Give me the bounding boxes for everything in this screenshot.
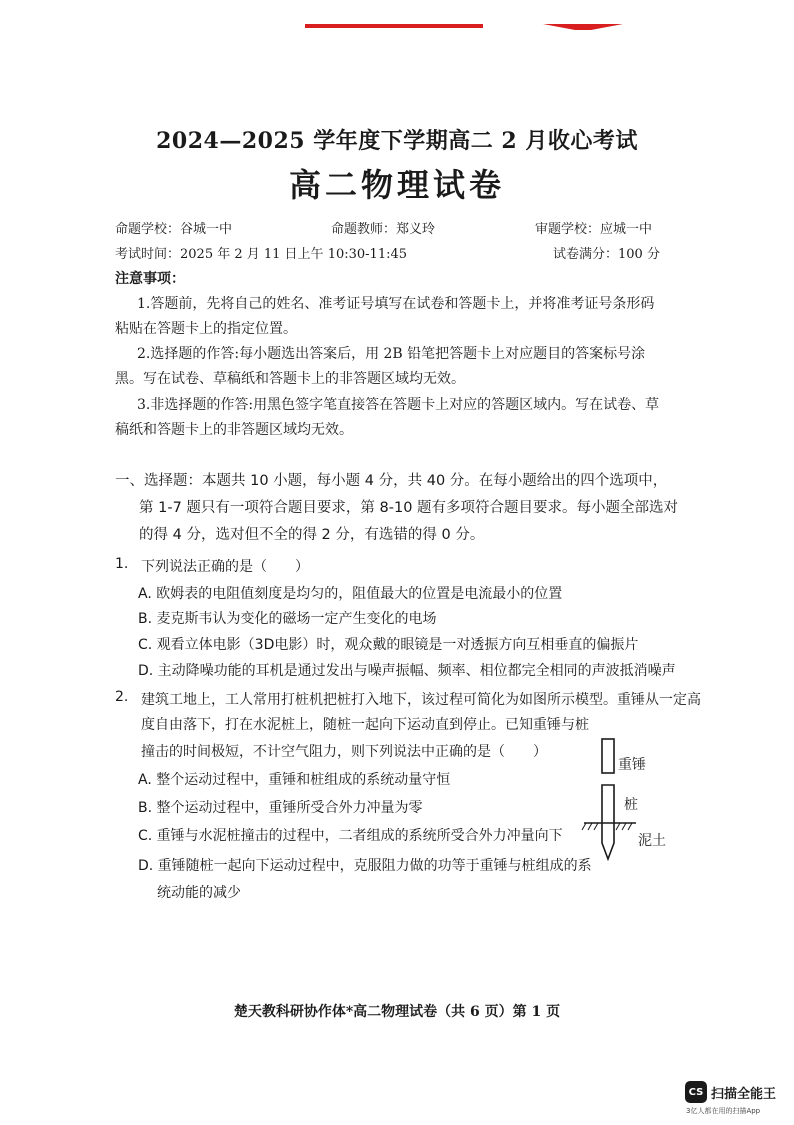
q2-stem-line1: 建筑工地上，工人常用打桩机把桩打入地下，该过程可简化为如图所示模型。重锤从一定高 (141, 692, 701, 708)
review-label: 审题学校：应城一中 (535, 222, 653, 237)
hammer-shape (602, 739, 614, 773)
soil-label: 泥土 (638, 833, 666, 849)
section-1-instructions: 一、选择题：本题共 10 小题，每小题 4 分，共 40 分。在每小题给出的四个选项中，第 1-7 题只有一项符合题目要求，第 8-10 题有多项符合题目要求。每小题全部选对的得 4 分，选对但不全的得 2 分，有选错的得 0 分。 (115, 473, 679, 543)
camscanner-logo: CS (685, 1081, 707, 1103)
notice-heading: 注意事项： (115, 271, 185, 287)
q1-option-c: C. 观看立体电影（3D电影）时，观众戴的眼镜是一对透振方向互相垂直的偏振片 (138, 637, 639, 653)
score-label: 试卷满分：100 分 (553, 247, 660, 262)
q1-option-b: B. 麦克斯韦认为变化的磁场一定产生变化的电场 (138, 611, 437, 627)
school-label: 命题学校：谷城一中 (115, 222, 233, 237)
q2-option-b: B. 整个运动过程中，重锤所受合外力冲量为零 (138, 800, 423, 816)
red-header-mark (543, 24, 623, 30)
q2-stem-line2: 度自由落下，打在水泥桩上，随桩一起向下运动直到停止。已知重锤与桩 (141, 717, 589, 733)
q1-option-d: D. 主动降噪功能的耳机是通过发出与噪声振幅、频率、相位都完全相同的声波抵消噪声 (138, 663, 676, 679)
q2-option-a: A. 整个运动过程中，重锤和桩组成的系统动量守恒 (138, 772, 451, 788)
q1-stem: 下列说法正确的是（ ） (141, 559, 309, 575)
q2-number: 2. (115, 689, 129, 705)
ground-hatch (582, 823, 632, 830)
exam-title: 2024—2025 学年度下学期高二 2 月收心考试 (156, 128, 638, 154)
page-footer: 楚天教科研协作体*高二物理试卷（共 6 页）第 1 页 (233, 1004, 561, 1020)
red-header-bar (305, 24, 483, 28)
notice-item-3: 3.非选择题的作答:用黑色签字笔直接答在答题卡上对应的答题区域内。写在试卷、草稿纸和答题卡上的非答题区域均无效。 (115, 397, 660, 438)
pile-label: 桩 (624, 797, 638, 813)
notice-item-2: 2.选择题的作答:每小题选出答案后，用 2B 铅笔把答题卡上对应题目的答案标号涂黑。写在试卷、草稿纸和答题卡上的非答题区域均无效。 (115, 346, 646, 387)
q1-option-a: A. 欧姆表的电阻值刻度是均匀的，阻值最大的位置是电流最小的位置 (138, 586, 563, 602)
q1-number: 1. (115, 556, 129, 572)
pile-shape (602, 785, 614, 859)
paper-title: 高二物理试卷 (288, 166, 505, 204)
q2-stem-line3: 撞击的时间极短，不计空气阻力，则下列说法中正确的是（ ） (141, 744, 547, 760)
q2-option-c: C. 重锤与水泥桩撞击的过程中，二者组成的系统所受合外力冲量向下 (138, 828, 563, 844)
time-label: 考试时间：2025 年 2 月 11 日上午 10:30-11:45 (115, 247, 408, 262)
camscanner-tagline: 3亿人都在用的扫描App (686, 1107, 761, 1115)
q2-option-d: D. 重锤随桩一起向下运动过程中，克服阻力做的功等于重锤与桩组成的系 (138, 858, 592, 874)
teacher-label: 命题教师：郑义玲 (331, 222, 436, 237)
hammer-label: 重锤 (618, 757, 646, 773)
notice-item-1: 1.答题前，先将自己的姓名、准考证号填写在试卷和答题卡上，并将准考证号条形码粘贴在答题卡上的指定位置。 (115, 296, 655, 337)
camscanner-name: 扫描全能王 (711, 1087, 777, 1102)
pile-driver-figure (580, 735, 670, 865)
q2-option-d-continued: 统动能的减少 (157, 885, 241, 901)
